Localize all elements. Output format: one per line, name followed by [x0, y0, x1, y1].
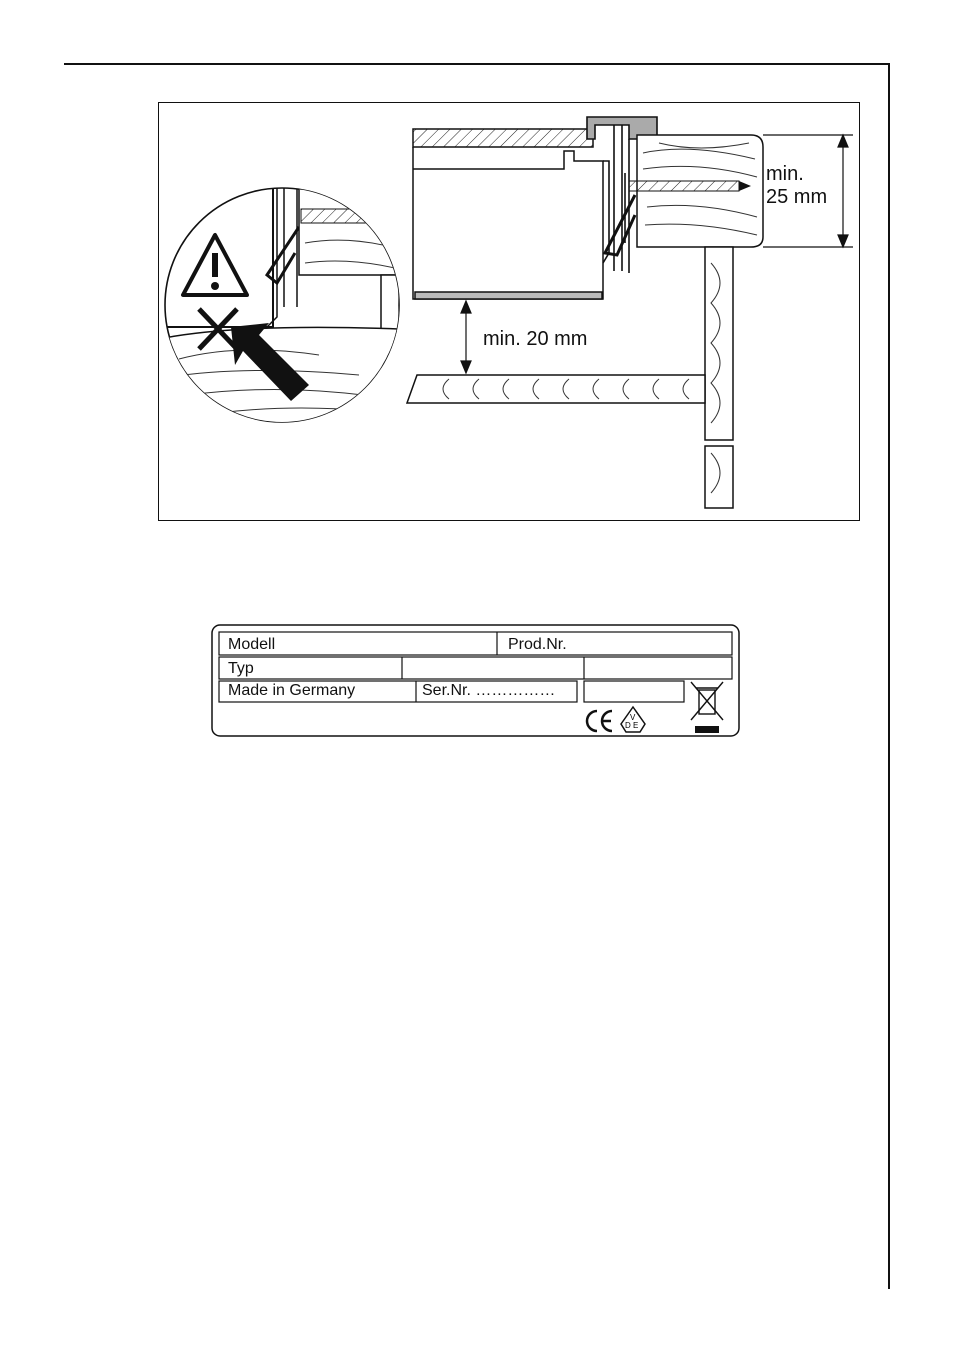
- min-label-line1: min.: [766, 163, 804, 185]
- made-in-label: Made in Germany: [228, 682, 356, 699]
- min-20mm-label: min. 20 mm: [483, 328, 588, 350]
- dimension-20mm: [461, 301, 471, 373]
- installation-figure: [158, 102, 860, 521]
- header-rule: [64, 63, 890, 65]
- detail-circle: [159, 183, 399, 423]
- min-25mm-label: 25 mm: [766, 186, 828, 208]
- ser-nr-label: Ser.Nr. ……………: [422, 682, 556, 699]
- margin-rule: [888, 63, 890, 1289]
- appliance-body: [413, 147, 603, 299]
- shelf-board: [407, 375, 705, 403]
- prod-nr-label: Prod.Nr.: [508, 636, 567, 653]
- svg-text:E: E: [633, 721, 639, 730]
- svg-text:D: D: [625, 721, 631, 730]
- worktop: [413, 129, 593, 147]
- modell-label: Modell: [228, 636, 276, 653]
- cabinet-side: [705, 247, 733, 508]
- wooden-batten: [629, 135, 763, 247]
- screw-icon: [629, 181, 751, 191]
- rating-plate: [211, 624, 740, 737]
- typ-label: Typ: [228, 660, 254, 677]
- svg-text:V: V: [630, 713, 636, 722]
